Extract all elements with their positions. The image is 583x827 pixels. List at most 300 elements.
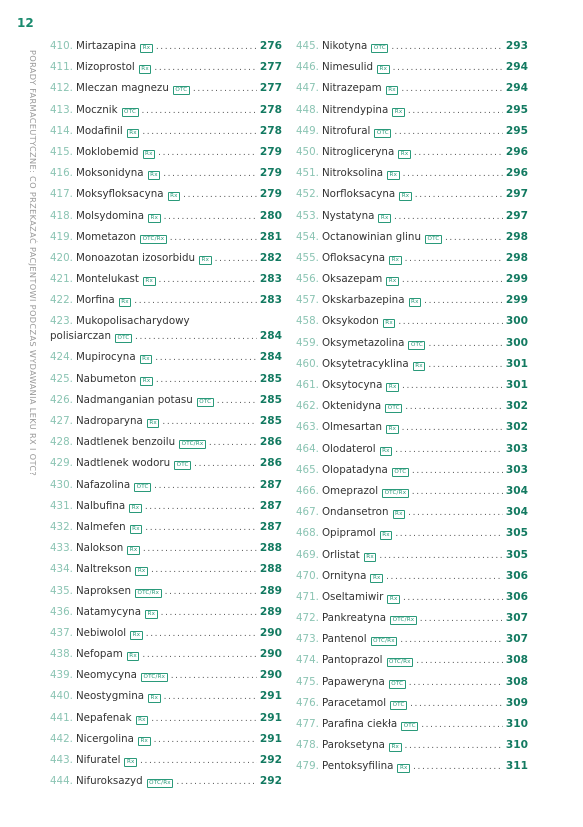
entry-page-number: 283 (259, 294, 282, 307)
availability-badge: Rx (399, 192, 412, 201)
dot-leader (402, 418, 503, 439)
entry-name: Oksytocyna (321, 379, 383, 391)
entry-name: Paroksetyna (321, 739, 385, 752)
index-entry (50, 686, 282, 707)
index-entry (50, 163, 282, 184)
entry-page-number: 308 (505, 654, 528, 667)
availability-badge: OTC (174, 461, 191, 470)
index-entry (50, 411, 282, 432)
entry-number: 462. (296, 400, 319, 413)
dot-leader (395, 440, 503, 461)
entry-page-number: 307 (505, 612, 528, 625)
availability-badge: Rx (386, 383, 399, 392)
dot-leader (416, 651, 503, 672)
index-entry (296, 184, 528, 205)
entry-number: 428. (50, 436, 73, 449)
availability-badge: OTC (390, 701, 407, 710)
entry-number: 430. (50, 478, 73, 491)
entry-number: 451. (296, 167, 319, 180)
entry-name: Naproksen (75, 584, 131, 597)
index-entry (296, 78, 528, 99)
entry-page-number: 302 (505, 400, 528, 413)
entry-page-number: 310 (505, 718, 528, 730)
availability-badge: OTC (374, 129, 391, 138)
entry-page-number: 297 (505, 188, 528, 201)
entry-name: Modafinil (75, 124, 123, 137)
availability-badge: Rx (148, 171, 161, 180)
dot-leader (215, 249, 257, 270)
index-entry (50, 78, 282, 99)
entry-page-number: 296 (505, 145, 528, 158)
index-entry (50, 644, 282, 665)
availability-badge: Rx (148, 694, 161, 703)
entry-name: Nadtlenek benzoilu (75, 436, 176, 449)
entry-number: 477. (296, 718, 319, 730)
entry-name: Mizoprostol (75, 61, 135, 74)
entry-name: Nifuratel (75, 754, 121, 766)
availability-badge: Rx (398, 150, 411, 159)
entry-number: 444. (50, 775, 73, 788)
dot-leader (155, 348, 257, 369)
entry-page-number: 305 (505, 527, 528, 540)
entry-page-number: 289 (259, 605, 282, 618)
availability-badge: OTC (401, 722, 418, 731)
entry-name: Opipramol (321, 527, 376, 540)
availability-badge: OTC (122, 108, 139, 117)
dot-leader (421, 715, 503, 736)
dot-leader (143, 539, 257, 560)
dot-leader (401, 79, 503, 100)
entry-page-number: 276 (259, 40, 282, 52)
dot-leader (408, 101, 503, 122)
availability-badge: Rx (386, 86, 399, 95)
availability-badge: Rx (364, 553, 377, 562)
entry-number: 431. (50, 499, 73, 512)
entry-number: 422. (50, 294, 73, 307)
entry-name: Nadtlenek wodoru (75, 457, 171, 470)
entry-page-number: 283 (259, 273, 282, 286)
entry-number: 435. (50, 584, 73, 597)
entry-number: 472. (296, 612, 319, 625)
dot-leader (410, 694, 503, 715)
entry-name: Mocznik (75, 103, 118, 116)
entry-number: 433. (50, 542, 73, 555)
entry-page-number: 303 (505, 442, 528, 455)
entry-page-number: 301 (505, 379, 528, 391)
entry-name: Mupirocyna (75, 351, 136, 364)
index-entry (296, 375, 528, 396)
availability-badge: Rx (380, 531, 393, 540)
dot-leader (164, 207, 257, 228)
index-entry (296, 523, 528, 544)
entry-page-number: 292 (259, 754, 282, 766)
availability-badge: Rx (386, 277, 399, 286)
dot-leader (158, 143, 257, 164)
entry-name: Pankreatyna (321, 612, 387, 625)
entry-page-number: 299 (505, 273, 528, 286)
availability-badge: Rx (389, 256, 402, 265)
index-entry (296, 100, 528, 121)
entry-page-number: 307 (505, 633, 528, 646)
entry-number: 410. (50, 40, 73, 52)
dot-leader (393, 58, 503, 79)
entry-page-number: 306 (505, 590, 528, 603)
dot-leader (154, 476, 257, 497)
entry-name: Montelukast (75, 273, 139, 286)
entry-name: Mometazon (75, 230, 137, 243)
entry-page-number: 294 (505, 61, 528, 74)
availability-badge: OTC/Rx (387, 658, 414, 667)
index-entry (50, 708, 282, 729)
availability-badge: OTC (115, 334, 132, 343)
index-entry (296, 566, 528, 587)
index-entry (296, 735, 528, 756)
dot-leader (379, 546, 503, 567)
entry-page-number: 277 (259, 61, 282, 74)
entry-name: Nalmefen (75, 520, 126, 533)
index-entry (296, 333, 528, 354)
availability-badge: Rx (383, 319, 396, 328)
entry-page-number: 302 (505, 421, 528, 434)
availability-badge: Rx (140, 377, 153, 386)
entry-page-number: 291 (259, 690, 282, 703)
availability-badge: Rx (380, 447, 393, 456)
dot-leader (159, 270, 257, 291)
entry-page-number: 279 (259, 188, 282, 201)
availability-badge: Rx (140, 44, 153, 53)
index-entry (50, 311, 282, 347)
index-entry (296, 502, 528, 523)
dot-leader (142, 122, 257, 143)
entry-number: 455. (296, 251, 319, 264)
dot-leader (414, 143, 503, 164)
entry-number: 452. (296, 188, 319, 201)
availability-badge: Rx (138, 737, 151, 746)
page-number: 12 (17, 16, 34, 30)
entry-number: 414. (50, 124, 73, 137)
index-entry (50, 581, 282, 602)
entry-page-number: 292 (259, 775, 282, 788)
availability-badge: Rx (135, 567, 148, 576)
index-entry (50, 432, 282, 453)
entry-number: 478. (296, 739, 319, 752)
dot-leader (156, 370, 257, 391)
dot-leader (145, 518, 257, 539)
entry-number: 464. (296, 442, 319, 455)
entry-number: 425. (50, 372, 73, 385)
entry-number: 424. (50, 351, 73, 364)
index-entry (296, 354, 528, 375)
entry-name: Nimesulid (321, 61, 374, 74)
entry-name: Nitroksolina (321, 167, 384, 180)
entry-page-number: 304 (505, 506, 528, 519)
availability-badge: OTC (173, 86, 190, 95)
dot-leader (403, 164, 503, 185)
dot-leader (217, 391, 257, 412)
entry-page-number: 287 (259, 499, 282, 512)
entry-name: Olmesartan (321, 421, 383, 434)
entry-page-number: 288 (259, 563, 282, 576)
entry-name: Norfloksacyna (321, 188, 396, 201)
availability-badge: Rx (387, 595, 400, 604)
availability-badge: OTC (392, 468, 409, 477)
entry-page-number: 310 (505, 739, 528, 752)
availability-badge: Rx (389, 743, 402, 752)
index-entry (296, 587, 528, 608)
entry-page-number: 284 (259, 351, 282, 364)
entry-number: 426. (50, 393, 73, 406)
entry-name: Naltrekson (75, 563, 132, 576)
entry-name: Oksazepam (321, 273, 383, 286)
index-entry (296, 248, 528, 269)
entry-number: 443. (50, 754, 73, 766)
availability-badge: Rx (129, 504, 142, 513)
index-entry (296, 439, 528, 460)
entry-number: 479. (296, 760, 319, 773)
entry-page-number: 285 (259, 393, 282, 406)
entry-page-number: 304 (505, 484, 528, 497)
availability-badge: OTC (425, 235, 442, 244)
availability-badge: OTC/Rx (141, 673, 168, 682)
index-entry (50, 347, 282, 368)
availability-badge: Rx (168, 192, 181, 201)
index-entry (50, 729, 282, 750)
entry-number: 417. (50, 188, 73, 201)
entry-name: Nebiwolol (75, 626, 127, 639)
availability-badge: OTC (371, 44, 388, 53)
dot-leader (400, 630, 503, 651)
availability-badge: Rx (127, 546, 140, 555)
entry-page-number: 277 (259, 82, 282, 95)
dot-leader (154, 58, 256, 79)
index-entry (296, 608, 528, 629)
dot-leader (408, 503, 503, 524)
entry-number: 463. (296, 421, 319, 434)
entry-name: Nitrofural (321, 124, 371, 137)
entry-page-number: 306 (505, 569, 528, 582)
entry-number: 467. (296, 506, 319, 519)
entry-number: 412. (50, 82, 73, 95)
entry-name: Mleczan magnezu (75, 82, 169, 95)
availability-badge: Rx (130, 631, 143, 640)
dot-leader (405, 736, 503, 757)
dot-leader (135, 330, 257, 345)
dot-leader (165, 582, 257, 603)
entry-number: 440. (50, 690, 73, 703)
dot-leader (171, 666, 257, 687)
entry-name: Nitrendypina (321, 103, 389, 116)
entry-name: Mirtazapina (75, 40, 137, 52)
dot-leader (145, 497, 257, 518)
entry-number: 456. (296, 273, 319, 286)
entry-name: Nifuroksazyd (75, 775, 143, 788)
entry-page-number: 303 (505, 463, 528, 476)
index-entry (50, 750, 282, 771)
entry-page-number: 297 (505, 209, 528, 222)
entry-name: Olopatadyna (321, 463, 388, 476)
dot-leader (162, 412, 256, 433)
index-entry (296, 714, 528, 735)
index-entry (296, 269, 528, 290)
entry-name: Nitrogliceryna (321, 145, 395, 158)
dot-leader (142, 101, 257, 122)
availability-badge: Rx (148, 214, 161, 223)
entry-number: 442. (50, 732, 73, 745)
availability-badge: Rx (413, 362, 426, 371)
index-entry (296, 629, 528, 650)
availability-badge: Rx (409, 298, 422, 307)
entry-name: Nalokson (75, 542, 124, 555)
entry-name: Molsydomina (75, 209, 145, 222)
index-entry (296, 756, 528, 777)
availability-badge: OTC/Rx (147, 779, 174, 788)
entry-number: 415. (50, 145, 73, 158)
entry-number: 432. (50, 520, 73, 533)
entry-name: Nystatyna (321, 209, 375, 222)
entry-number: 469. (296, 548, 319, 561)
entry-number: 470. (296, 569, 319, 582)
side-title: PORADY FARMACEUTYCZNE: CO PRZEKAZAĆ PACJENTOWI PODCZAS WYDAWANIA LEKU RX I OTC? (28, 50, 38, 477)
index-entry (296, 460, 528, 481)
index-entry (50, 517, 282, 538)
entry-name: Oksykodon (321, 315, 379, 328)
entry-page-number: 301 (505, 357, 528, 370)
index-entry (296, 417, 528, 438)
entry-name: Pentoksyfilina (321, 760, 394, 773)
index-entry (50, 290, 282, 311)
entry-number: 457. (296, 294, 319, 307)
availability-badge: Rx (386, 425, 399, 434)
dot-leader (193, 79, 257, 100)
entry-name: Omeprazol (321, 484, 379, 497)
entry-number: 438. (50, 648, 73, 661)
entry-number: 411. (50, 61, 73, 74)
entry-page-number: 278 (259, 103, 282, 116)
dot-leader (428, 355, 503, 376)
index-entry (50, 665, 282, 686)
entry-number: 445. (296, 40, 319, 52)
entry-page-number: 281 (259, 230, 282, 243)
dot-leader (183, 185, 257, 206)
entry-number: 419. (50, 230, 73, 243)
entry-page-number: 291 (259, 732, 282, 745)
entry-number: 473. (296, 633, 319, 646)
entry-page-number: 295 (505, 103, 528, 116)
index-entry (50, 559, 282, 580)
dot-leader (134, 291, 257, 312)
availability-badge: OTC (197, 398, 214, 407)
availability-badge: Rx (143, 150, 156, 159)
dot-leader (415, 185, 503, 206)
entry-page-number: 285 (259, 372, 282, 385)
entry-name: Pantenol (321, 633, 367, 646)
entry-name: Nikotyna (321, 40, 368, 52)
index-entry (50, 227, 282, 248)
index-entry (50, 369, 282, 390)
entry-number: 466. (296, 484, 319, 497)
entry-page-number: 287 (259, 478, 282, 491)
dot-leader (412, 482, 503, 503)
dot-leader (386, 567, 503, 588)
entry-number: 423. (50, 315, 73, 328)
index-entry (50, 248, 282, 269)
entry-number: 449. (296, 124, 319, 137)
availability-badge: OTC/Rx (135, 589, 162, 598)
entry-page-number: 285 (259, 415, 282, 427)
dot-leader (445, 228, 503, 249)
entry-page-number: 311 (505, 760, 528, 773)
entry-page-number: 290 (259, 669, 282, 682)
entry-page-number: 294 (505, 82, 528, 95)
availability-badge: OTC (134, 483, 151, 492)
entry-number: 459. (296, 336, 319, 349)
dot-leader (402, 376, 503, 397)
entry-page-number: 293 (505, 40, 528, 52)
entry-number: 471. (296, 590, 319, 603)
dot-leader (194, 454, 257, 475)
availability-badge: Rx (370, 574, 383, 583)
availability-badge: OTC/Rx (140, 235, 167, 244)
index-entry (296, 481, 528, 502)
entry-page-number: 300 (505, 336, 528, 349)
entry-page-number: 286 (259, 436, 282, 449)
entry-name: Mukopolisacharydowy (75, 315, 190, 328)
entry-number: 447. (296, 82, 319, 95)
entry-number: 441. (50, 711, 73, 724)
entry-page-number: 288 (259, 542, 282, 555)
dot-leader (163, 164, 257, 185)
entry-number: 461. (296, 379, 319, 391)
dot-leader (428, 334, 502, 355)
dot-leader (412, 461, 503, 482)
entry-name: Nafazolina (75, 478, 131, 491)
index-entry (50, 206, 282, 227)
entry-page-number: 278 (259, 124, 282, 137)
index-entry (50, 121, 282, 142)
index-entry (50, 453, 282, 474)
dot-leader (424, 291, 503, 312)
availability-badge: Rx (397, 764, 410, 773)
entry-name: Moklobemid (75, 145, 139, 158)
entry-name: Papaweryna (321, 675, 385, 688)
entry-page-number: 289 (259, 584, 282, 597)
dot-leader (164, 687, 257, 708)
availability-badge: Rx (139, 65, 152, 74)
index-entry (296, 206, 528, 227)
entry-number: 439. (50, 669, 73, 682)
entry-name-continued: polisiarczan (50, 330, 112, 343)
dot-leader (403, 588, 503, 609)
entry-page-number: 287 (259, 520, 282, 533)
entry-number: 437. (50, 626, 73, 639)
index-entry (296, 36, 528, 57)
entry-page-number: 300 (505, 315, 528, 328)
entry-name: Nepafenak (75, 711, 132, 724)
index-entry (296, 163, 528, 184)
index-entry (50, 142, 282, 163)
entry-number: 413. (50, 103, 73, 116)
dot-leader (405, 249, 503, 270)
index-entry (296, 290, 528, 311)
index-entry (50, 538, 282, 559)
entry-page-number: 291 (259, 711, 282, 724)
availability-badge: Rx (145, 610, 158, 619)
index-entry (296, 227, 528, 248)
dot-leader (176, 772, 257, 793)
index-entry (296, 121, 528, 142)
dot-leader (405, 397, 503, 418)
entry-page-number: 305 (505, 548, 528, 561)
